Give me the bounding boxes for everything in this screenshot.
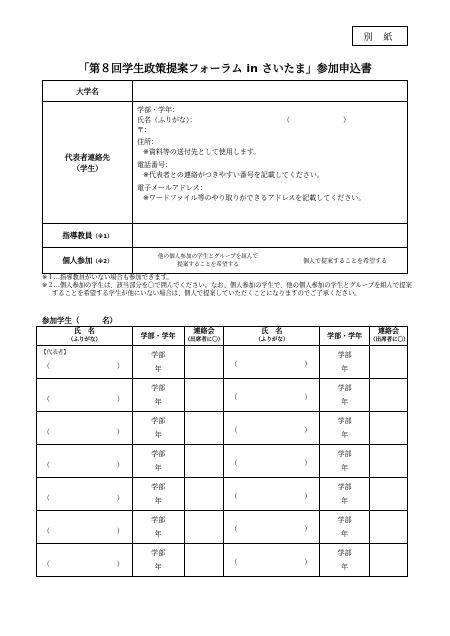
table-row: [37, 478, 408, 511]
footnotes: [42, 274, 412, 298]
meeting-cell[interactable]: [370, 445, 408, 478]
representative-label: [43, 102, 133, 224]
dept-label: 学部: [337, 384, 352, 392]
year-label: 年: [154, 365, 162, 373]
year-label: 年: [341, 530, 349, 538]
paren-open: （: [230, 393, 238, 401]
name-cell[interactable]: [37, 346, 133, 379]
header-meet-left: 連絡会 （出席者に〇）: [184, 327, 224, 346]
dept-label: 学部: [151, 450, 166, 458]
year-label: 年: [341, 497, 349, 505]
rep-name-paren-close: ）: [343, 116, 350, 124]
table-row: [37, 511, 408, 544]
name-cell[interactable]: [37, 445, 133, 478]
dept-label: 学部: [337, 483, 352, 491]
rep-dept-line: 学部・学年：: [137, 106, 179, 114]
rep-name-paren-open: （: [283, 116, 290, 124]
name-cell[interactable]: [37, 379, 133, 412]
name-cell[interactable]: [37, 544, 133, 577]
dept-label: 学部: [337, 351, 352, 359]
dept-cell[interactable]: [132, 478, 184, 511]
individual-label-text: 個人参加: [62, 256, 93, 265]
university-field[interactable]: [133, 81, 408, 102]
year-label: 年: [341, 464, 349, 472]
choice-solo-option[interactable]: 個人で提案することを希望する: [302, 258, 387, 265]
meeting-cell[interactable]: [370, 412, 408, 445]
footnote-2: ※２…個人参加の学生は、該当部分を〇で囲んでください。なお、個人参加の学生で、他の個人参加の学生とグループを組んで提案することを希望する学生が他にいない場合は、個人で提案していただくことになりますのでご了承ください。: [42, 282, 412, 297]
dept-cell[interactable]: [320, 346, 370, 379]
table-row: [37, 346, 408, 379]
year-label: 年: [154, 497, 162, 505]
rep-postal-line: 〒：: [137, 126, 151, 134]
name-cell[interactable]: [224, 511, 320, 544]
advisor-label-text: 指導教員: [62, 231, 93, 240]
advisor-field[interactable]: [133, 224, 408, 248]
meeting-cell[interactable]: [184, 346, 224, 379]
header-dept-left: 学部・学年: [132, 327, 184, 346]
paren-close: ）: [116, 527, 124, 535]
dept-label: 学部: [151, 351, 166, 359]
year-label: 年: [154, 530, 162, 538]
paren-close: ）: [116, 428, 124, 436]
paren-close: ）: [304, 558, 312, 566]
dept-label: 学部: [337, 450, 352, 458]
individual-label: [43, 248, 133, 274]
header-name-left: 氏 名 （ふりがな）: [37, 327, 133, 346]
meeting-cell[interactable]: [370, 379, 408, 412]
paren-close: ）: [304, 360, 312, 368]
footnote-1: ※１…指導教員がいない場合も参加できます。: [42, 274, 173, 281]
paren-close: ）: [304, 393, 312, 401]
paren-open: （: [43, 395, 50, 403]
paren-close: ）: [116, 461, 124, 469]
rep-name-label: 氏名（ふりがな）：: [137, 116, 197, 124]
name-cell[interactable]: [37, 412, 133, 445]
paren-open: （: [43, 494, 50, 502]
year-label: 年: [154, 398, 162, 406]
year-label: 年: [154, 431, 162, 439]
paren-open: （: [43, 428, 50, 436]
paren-close: ）: [304, 492, 312, 500]
meeting-cell[interactable]: [184, 478, 224, 511]
table-row: [37, 544, 408, 577]
participants-table: [36, 326, 408, 577]
table-row: [37, 379, 408, 412]
dept-cell[interactable]: [320, 379, 370, 412]
paren-close: ）: [116, 362, 124, 370]
dept-label: 学部: [337, 516, 352, 524]
name-cell[interactable]: [37, 511, 133, 544]
paren-open: （: [43, 461, 50, 469]
header-meet-right: 連絡会 （出席者に〇）: [370, 327, 408, 346]
dept-label: 学部: [151, 483, 166, 491]
paren-open: （: [230, 525, 238, 533]
rep-phone-note: ※代表者との連絡がつきやすい番号を記載してください。: [143, 171, 324, 179]
name-cell[interactable]: [224, 445, 320, 478]
rep-email-note: ※ワードファイル等のやり取りができるアドレスを記載してください。: [143, 194, 366, 202]
university-label: 大学名: [43, 81, 133, 102]
choice-group-line1: 他の個人参加の学生とグループを組んで: [157, 253, 259, 260]
name-cell[interactable]: [224, 346, 320, 379]
dept-cell[interactable]: [132, 346, 184, 379]
representative-tag: 【代表者】: [41, 350, 69, 356]
year-label: 年: [341, 563, 349, 571]
meeting-cell[interactable]: [370, 478, 408, 511]
representative-field[interactable]: [133, 102, 408, 224]
dept-cell[interactable]: [320, 544, 370, 577]
advisor-mark: （※1）: [92, 234, 113, 240]
paren-open: （: [43, 560, 50, 568]
year-label: 年: [341, 431, 349, 439]
dept-label: 学部: [337, 549, 352, 557]
dept-cell[interactable]: [132, 445, 184, 478]
page-title: 「第８回学生政策提案フォーラム in さいたま」参加申込書: [78, 62, 372, 75]
name-cell[interactable]: [37, 478, 133, 511]
name-cell[interactable]: [224, 379, 320, 412]
choice-group-option[interactable]: [133, 253, 283, 269]
meeting-cell[interactable]: [370, 544, 408, 577]
name-cell[interactable]: [224, 478, 320, 511]
rep-name-line: [137, 115, 403, 125]
paren-open: （: [230, 459, 238, 467]
name-cell[interactable]: [224, 544, 320, 577]
table-row: [37, 445, 408, 478]
choice-group-line2: 提案することを希望する: [177, 261, 239, 268]
year-label: 年: [154, 563, 162, 571]
individual-field: [133, 248, 408, 274]
dept-cell[interactable]: [132, 544, 184, 577]
meeting-cell[interactable]: [370, 511, 408, 544]
attachment-stamp: 別 紙: [352, 26, 408, 46]
rep-phone-line: 電話番号：: [137, 161, 172, 169]
dept-cell[interactable]: [132, 511, 184, 544]
representative-label-line2: （学生）: [72, 163, 103, 173]
dept-cell[interactable]: [132, 379, 184, 412]
paren-open: （: [230, 360, 238, 368]
paren-open: （: [230, 426, 238, 434]
participants-label: 参加学生（ 名）: [42, 316, 117, 325]
header-name-right: 氏 名 （ふりがな）: [224, 327, 320, 346]
paren-open: （: [230, 558, 238, 566]
dept-cell[interactable]: [320, 478, 370, 511]
dept-label: 学部: [151, 516, 166, 524]
dept-label: 学部: [151, 549, 166, 557]
dept-cell[interactable]: [132, 412, 184, 445]
individual-mark: （※2）: [92, 259, 113, 265]
meeting-cell[interactable]: [184, 511, 224, 544]
rep-address-note: ※資料等の送付先として使用します。: [143, 148, 261, 156]
paren-close: ）: [116, 560, 124, 568]
rep-address-line: 住所：: [137, 138, 158, 146]
meeting-cell[interactable]: [184, 544, 224, 577]
rep-email-line: 電子メールアドレス：: [137, 184, 207, 192]
meeting-cell[interactable]: [184, 412, 224, 445]
paren-close: ）: [116, 395, 124, 403]
meeting-cell[interactable]: [184, 445, 224, 478]
dept-cell[interactable]: [320, 445, 370, 478]
meeting-cell[interactable]: [370, 346, 408, 379]
dept-cell[interactable]: [320, 412, 370, 445]
advisor-label: [43, 224, 133, 248]
name-cell[interactable]: [224, 412, 320, 445]
dept-label: 学部: [151, 417, 166, 425]
paren-open: （: [43, 362, 50, 370]
paren-close: ）: [304, 525, 312, 533]
table-row: [37, 412, 408, 445]
year-label: 年: [154, 464, 162, 472]
header-dept-right: 学部・学年: [320, 327, 370, 346]
dept-label: 学部: [151, 384, 166, 392]
paren-close: ）: [304, 426, 312, 434]
paren-close: ）: [304, 459, 312, 467]
representative-label-line1: 代表者連絡先: [65, 152, 110, 162]
paren-open: （: [43, 527, 50, 535]
application-form: [42, 80, 408, 274]
paren-close: ）: [116, 494, 124, 502]
paren-open: （: [230, 492, 238, 500]
year-label: 年: [341, 365, 349, 373]
meeting-cell[interactable]: [184, 379, 224, 412]
year-label: 年: [341, 398, 349, 406]
dept-cell[interactable]: [320, 511, 370, 544]
dept-label: 学部: [337, 417, 352, 425]
